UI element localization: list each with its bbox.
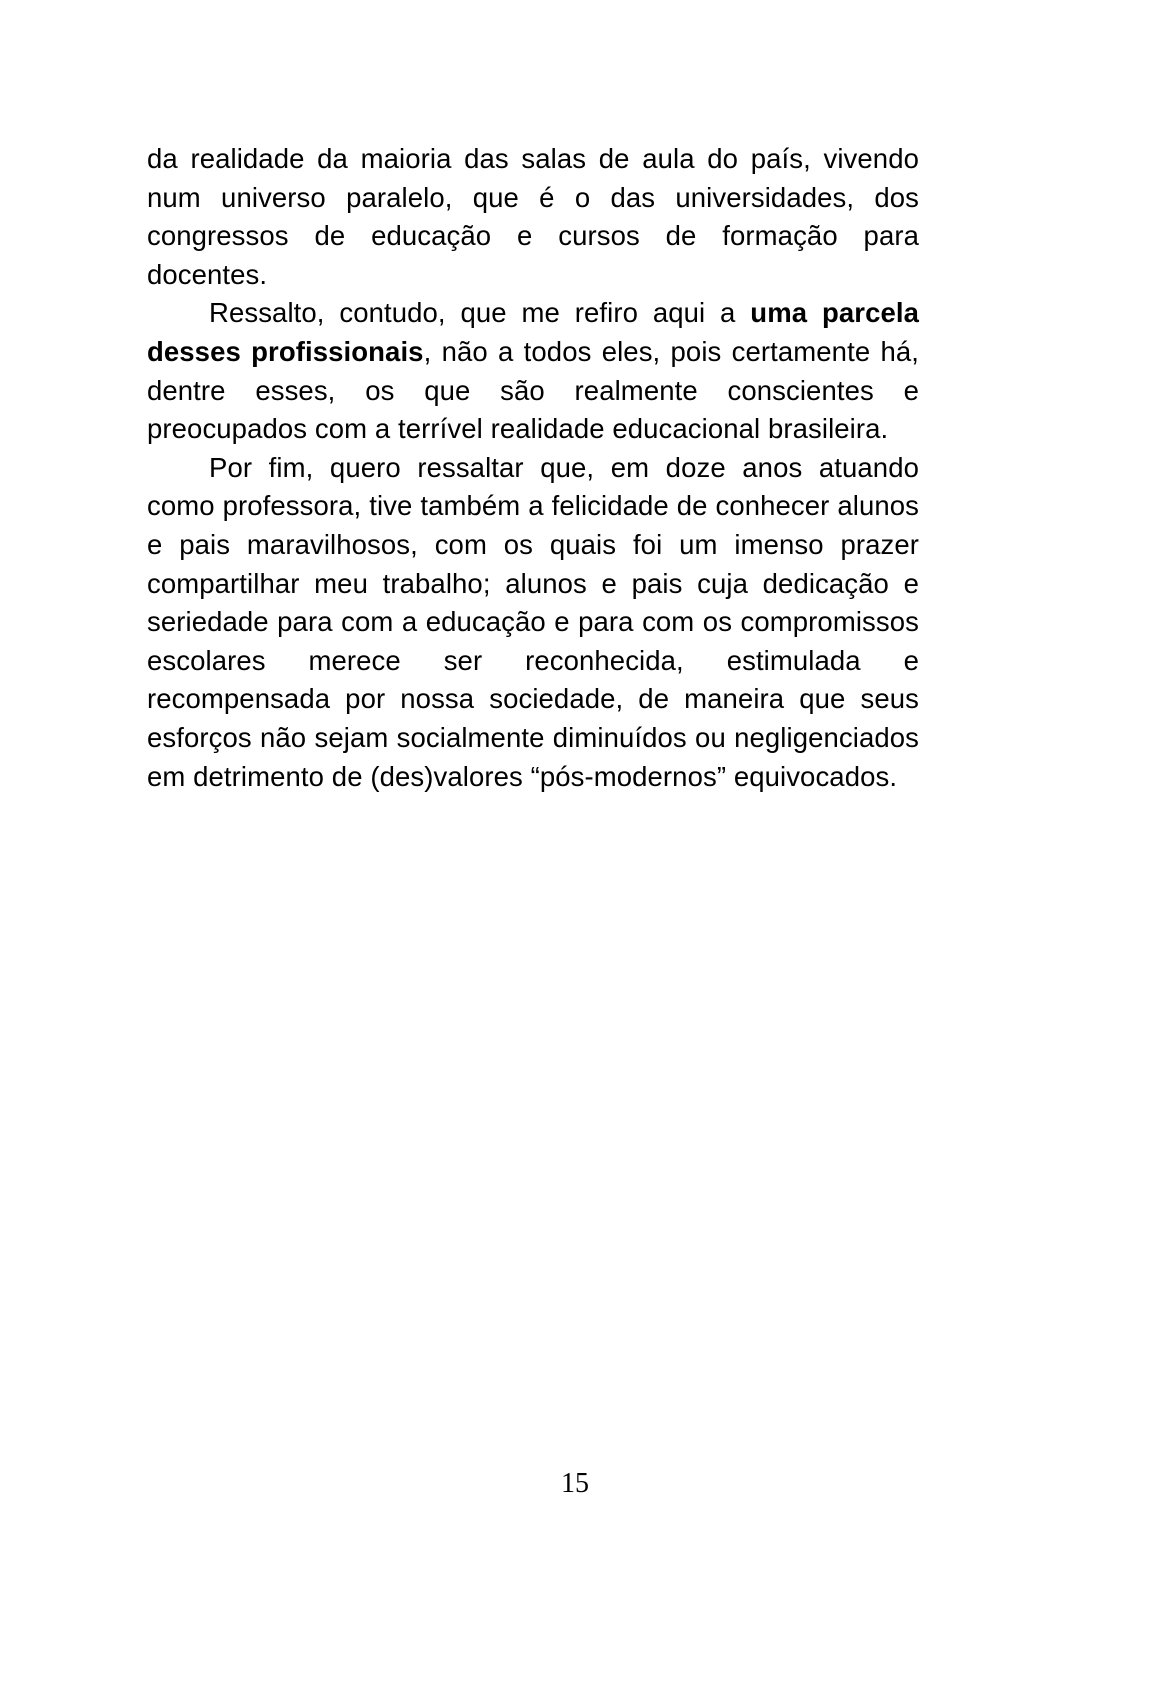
page-number: 15 <box>561 1468 589 1499</box>
body-text: , não a todos eles, pois certamente há, dentre esses, os que são realmente conscientes e preocupados com a terrível realidade educacional brasileira. <box>147 335 919 445</box>
body-text: da realidade da maioria das salas de aula do país, vivendo num universo paralelo, que é o das universidades, dos congressos de educação e cursos de formação para docentes. <box>147 143 919 290</box>
body-text-column <box>147 140 919 796</box>
paragraph-1 <box>147 140 919 294</box>
body-text: Por fim, quero ressaltar que, em doze anos atuando como professora, tive também a felicidade de conhecer alunos e pais maravilhosos, com os quais foi um imenso prazer compartilhar meu trabalho; alunos e pais cuja dedicação e seriedade para com a educação e para com os compromissos escolares merece ser reconhecida, estimulada e recompensada por nossa sociedade, de maneira que seus esforços não sejam socialmente diminuídos ou negligenciados em detrimento de (des)valores “pós-modernos” equivocados. <box>147 451 919 792</box>
page-footer <box>0 1468 1150 1500</box>
body-text: Ressalto, contudo, que me refiro aqui a <box>209 297 751 329</box>
paragraph-2 <box>147 294 919 448</box>
emphasis-text: uma parcela desses profissionais <box>147 297 919 367</box>
paragraph-3 <box>147 449 919 796</box>
